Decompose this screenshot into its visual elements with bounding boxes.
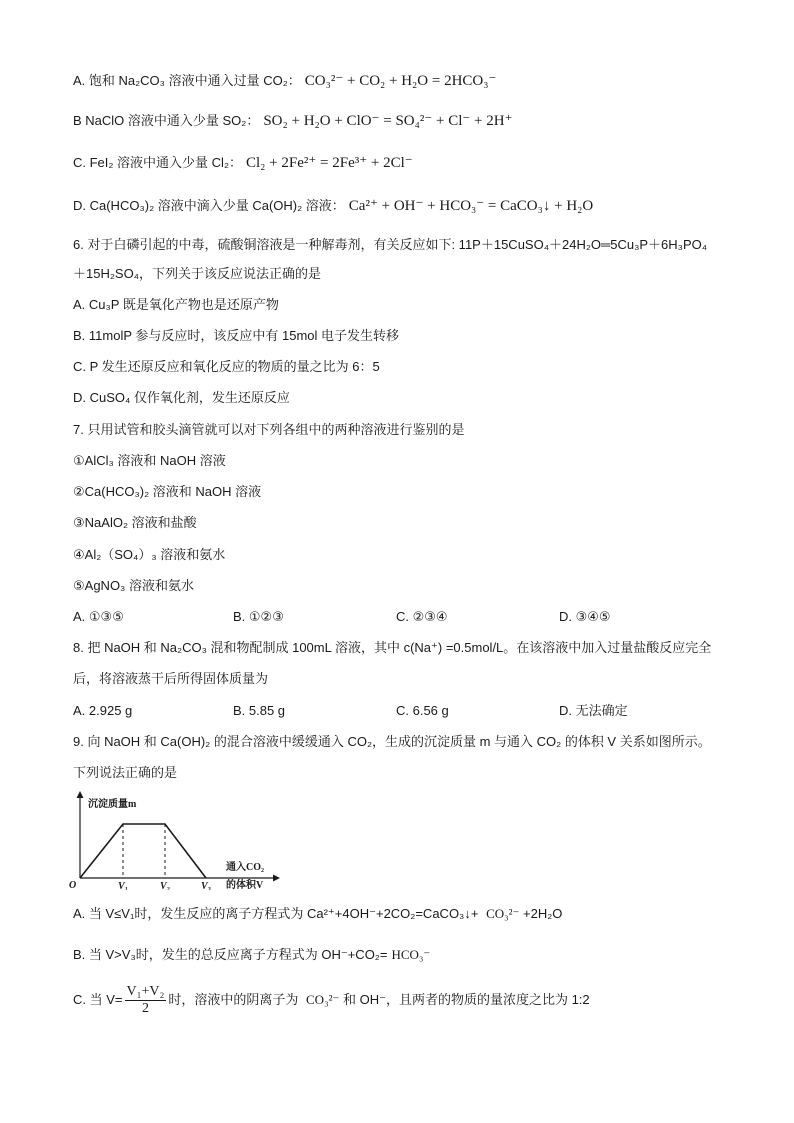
q7-item-5: ⑤AgNO₃ 溶液和氨水 (73, 578, 194, 593)
q9-option-c (73, 983, 590, 1017)
q9-option-c-mid: 时，溶液中的阴离子为 (168, 992, 303, 1007)
q6-stem-line1: 6. 对于白磷引起的中毒，硫酸铜溶液是一种解毒剂，有关反应如下: 11P＋15CuSO₄＋24H₂O═5Cu₃P＋6H₃PO₄ (73, 237, 708, 252)
precipitate-volume-chart (68, 788, 288, 890)
q7-stem: 7. 只用试管和胶头滴管就可以对下列各组中的两种溶液进行鉴别的是 (73, 422, 465, 437)
q8-option-c: C. 6.56 g (396, 703, 449, 718)
q9-stem-line1: 9. 向 NaOH 和 Ca(OH)₂ 的混合溶液中缓缓通入 CO₂，生成的沉淀质量 m 与通入 CO₂ 的体积 V 关系如图所示。 (73, 734, 711, 749)
q7-option-c: C. ②③④ (396, 609, 448, 624)
q9-option-c-fraction (125, 984, 167, 1017)
q9-option-c-text: C. 当 V= (73, 992, 123, 1007)
q8-stem-line1: 8. 把 NaOH 和 Na₂CO₃ 混和物配制成 100mL 溶液，其中 c(Na⁺) =0.5mol/L。在该溶液中加入过量盐酸反应完全 (73, 640, 712, 655)
precipitate-curve (80, 824, 206, 878)
q7-item-3: ③NaAlO₂ 溶液和盐酸 (73, 515, 197, 530)
q6-option-d: D. CuSO₄ 仅作氧化剂，发生还原反应 (73, 390, 290, 405)
q5-option-a (73, 72, 496, 90)
q6-option-b: B. 11molP 参与反应时，该反应中有 15mol 电子发生转移 (73, 328, 400, 343)
q9-option-b (73, 946, 430, 964)
q9-option-b-ion: HCO₃⁻ (391, 947, 431, 962)
y-axis-arrow (77, 791, 84, 798)
fraction-numerator: V₁+V₂ (126, 984, 165, 1000)
q5-option-b (73, 112, 513, 130)
q5-option-d-text: D. Ca(HCO₃)₂ 溶液中滴入少量 Ca(OH)₂ 溶液： (73, 198, 345, 213)
x-tick-label-1: V₁ (118, 881, 129, 890)
fraction-denominator: 2 (141, 1001, 149, 1017)
y-axis-label: 沉淀质量m (88, 799, 137, 810)
q9-option-b-text: B. 当 V>V₃时，发生的总反应离子方程式为 OH⁻+CO₂= (73, 947, 388, 962)
q9-option-c-tail: 和 OH⁻，且两者的物质的量浓度之比为 1:2 (339, 992, 590, 1007)
x-axis-label-line1: 通入CO₂ (226, 862, 264, 873)
x-axis-arrow (273, 875, 280, 882)
q5-option-c (73, 154, 413, 172)
q8-option-a: A. 2.925 g (73, 703, 133, 718)
q6-stem-line2: ＋15H₂SO₄，下列关于该反应说法正确的是 (73, 266, 321, 281)
x-tick-label-3: V₃ (201, 881, 212, 890)
q7-item-1: ①AlCl₃ 溶液和 NaOH 溶液 (73, 453, 226, 468)
q9-option-c-ion: CO₃²⁻ (306, 992, 340, 1007)
q8-option-b: B. 5.85 g (233, 703, 286, 718)
q8-option-d: D. 无法确定 (559, 703, 628, 718)
q9-option-a-text: A. 当 V≤V₁时，发生反应的离子方程式为 Ca²⁺+4OH⁻+2CO₂=CaCO₃↓+ (73, 906, 483, 921)
q5-option-b-equation: SO₂ + H₂O + ClO⁻ = SO₄²⁻ + Cl⁻ + 2H⁺ (263, 113, 513, 129)
q7-option-b: B. ①②③ (233, 609, 284, 624)
q5-option-b-text: B NaClO 溶液中通入少量 SO₂： (73, 113, 260, 128)
q7-option-d: D. ③④⑤ (559, 609, 611, 624)
origin-label: O (69, 880, 77, 890)
q6-option-a: A. Cu₃P 既是氧化产物也是还原产物 (73, 297, 279, 312)
q5-option-d (73, 197, 593, 215)
q9-stem-line2: 下列说法正确的是 (73, 765, 178, 780)
x-tick-label-2: V₂ (160, 881, 171, 890)
x-axis-label-line2: 的体积V (226, 880, 264, 890)
q6-option-c: C. P 发生还原反应和氧化反应的物质的量之比为 6：5 (73, 359, 380, 374)
q5-option-d-equation: Ca²⁺ + OH⁻ + HCO₃⁻ = CaCO₃↓ + H₂O (348, 198, 594, 214)
q9-option-a (73, 905, 562, 923)
q7-item-2: ②Ca(HCO₃)₂ 溶液和 NaOH 溶液 (73, 484, 262, 499)
q5-option-a-equation: CO₃²⁻ + CO₂ + H₂O = 2HCO₃⁻ (304, 73, 497, 89)
q7-item-4: ④Al₂（SO₄）₃ 溶液和氨水 (73, 547, 226, 562)
q9-option-a-ion: CO₃²⁻ (486, 906, 520, 921)
q8-stem-line2: 后，将溶液蒸干后所得固体质量为 (73, 671, 269, 686)
q5-option-c-text: C. FeI₂ 溶液中通入少量 Cl₂： (73, 155, 242, 170)
q9-option-a-tail: +2H₂O (519, 906, 563, 921)
q5-option-c-equation: Cl₂ + 2Fe²⁺ = 2Fe³⁺ + 2Cl⁻ (246, 155, 413, 171)
q7-option-a: A. ①③⑤ (73, 609, 124, 624)
q5-option-a-text: A. 饱和 Na₂CO₃ 溶液中通入过量 CO₂： (73, 73, 301, 88)
